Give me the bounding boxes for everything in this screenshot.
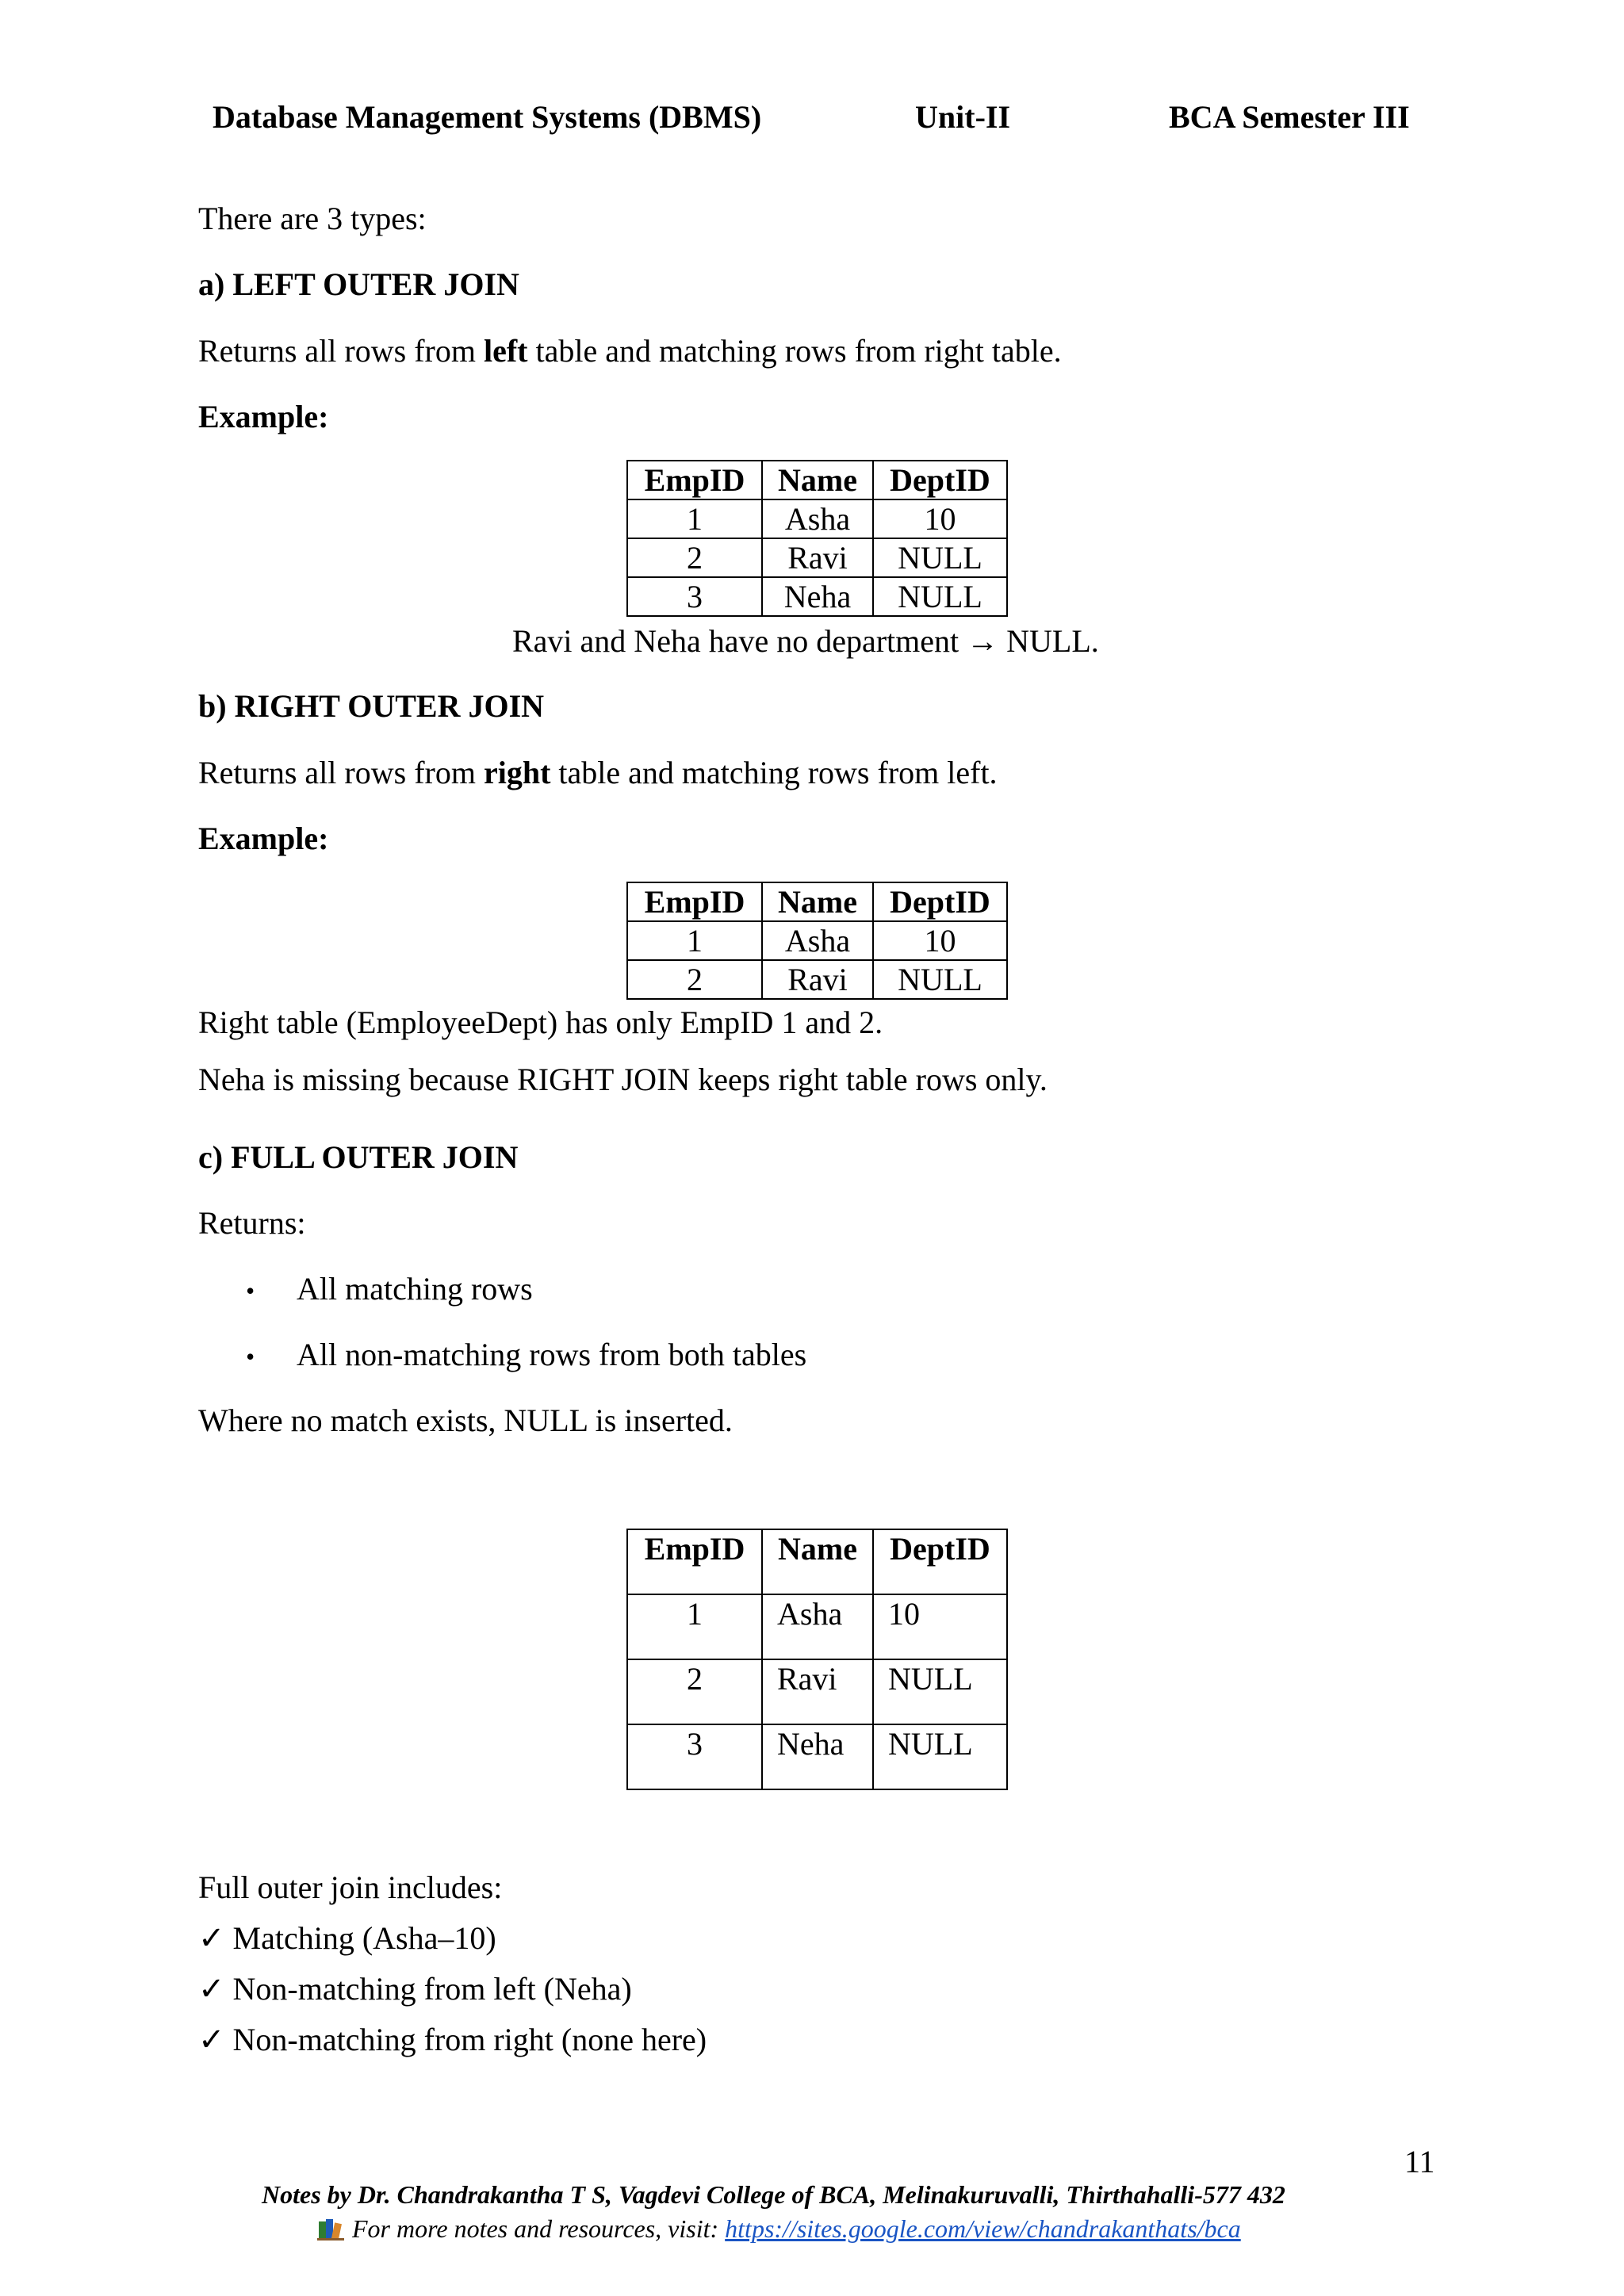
footer-link[interactable]: https://sites.google.com/view/chandrakanthats/bca — [725, 2214, 1241, 2243]
table-header-cell: DeptID — [873, 461, 1007, 499]
bullet-glyph: • — [246, 1342, 255, 1371]
right-join-desc-pre: Returns all rows from — [198, 755, 484, 790]
right-join-heading: b) RIGHT OUTER JOIN — [198, 688, 545, 724]
table-row — [627, 1724, 1007, 1789]
table-cell: 3 — [627, 1724, 762, 1789]
left-join-table — [626, 460, 1008, 617]
table-row — [627, 538, 1007, 577]
table-row — [627, 960, 1007, 999]
full-join-null-note: Where no match exists, NULL is inserted. — [198, 1402, 733, 1438]
table-cell: Asha — [762, 499, 873, 538]
table-cell: 2 — [627, 1659, 762, 1724]
table-header-cell: Name — [762, 1529, 873, 1594]
table-row — [627, 1659, 1007, 1724]
table-cell: Ravi — [762, 960, 873, 999]
table-header-cell: Name — [762, 461, 873, 499]
table-cell: NULL — [873, 1724, 1007, 1789]
bullet-glyph: • — [246, 1276, 255, 1305]
table-header-cell: DeptID — [873, 882, 1007, 921]
full-join-includes-label: Full outer join includes: — [198, 1869, 503, 1905]
table-header-cell: EmpID — [627, 882, 762, 921]
right-join-desc-bold: right — [483, 755, 551, 790]
right-join-description — [198, 757, 998, 789]
right-join-example-label: Example: — [198, 821, 329, 856]
full-join-bullet-2: All non-matching rows from both tables — [297, 1337, 807, 1372]
table-header-cell: DeptID — [873, 1529, 1007, 1594]
check-item-left: ✓ Non-matching from left (Neha) — [198, 1971, 632, 2007]
books-icon — [317, 2217, 344, 2241]
footer-more — [317, 2216, 1241, 2241]
table-header-cell: EmpID — [627, 461, 762, 499]
intro-text: There are 3 types: — [198, 201, 427, 236]
right-join-note-1: Right table (EmployeeDept) has only EmpID 1 and 2. — [198, 1004, 883, 1040]
table-row — [627, 499, 1007, 538]
table-cell: 1 — [627, 499, 762, 538]
table-cell: Neha — [762, 1724, 873, 1789]
check-item-matching: ✓ Matching (Asha–10) — [198, 1920, 496, 1956]
full-join-returns-label: Returns: — [198, 1205, 306, 1241]
table-cell: NULL — [873, 577, 1007, 616]
table-row — [627, 921, 1007, 960]
right-join-table — [626, 882, 1008, 1000]
header-course-title: Database Management Systems (DBMS) — [213, 99, 762, 135]
left-join-caption: Ravi and Neha have no department → NULL. — [512, 623, 1099, 659]
full-join-bullet-1: All matching rows — [297, 1271, 533, 1307]
table-cell: NULL — [873, 960, 1007, 999]
table-row — [627, 577, 1007, 616]
footer-credit: Notes by Dr. Chandrakantha T S, Vagdevi College of BCA, Melinakuruvalli, Thirthahalli-577 432 — [262, 2180, 1285, 2209]
right-join-note-2: Neha is missing because RIGHT JOIN keeps right table rows only. — [198, 1062, 1048, 1097]
full-join-table — [626, 1529, 1008, 1790]
table-cell: 1 — [627, 1594, 762, 1659]
table-cell: NULL — [873, 1659, 1007, 1724]
table-cell: Ravi — [762, 538, 873, 577]
table-cell: Neha — [762, 577, 873, 616]
table-cell: 1 — [627, 921, 762, 960]
table-cell: 10 — [873, 499, 1007, 538]
left-join-desc-pre: Returns all rows from — [198, 333, 484, 369]
table-cell: Asha — [762, 921, 873, 960]
bullet-icon — [246, 1339, 255, 1371]
table-cell: Asha — [762, 1594, 873, 1659]
left-join-example-label: Example: — [198, 399, 329, 434]
full-join-heading: c) FULL OUTER JOIN — [198, 1139, 519, 1175]
table-header-row — [627, 461, 1007, 499]
table-cell: 2 — [627, 538, 762, 577]
table-cell: NULL — [873, 538, 1007, 577]
left-join-heading: a) LEFT OUTER JOIN — [198, 266, 519, 302]
table-header-cell: EmpID — [627, 1529, 762, 1594]
table-row — [627, 1594, 1007, 1659]
table-cell: 3 — [627, 577, 762, 616]
left-join-desc-bold: left — [483, 333, 528, 369]
footer-more-text: For more notes and resources, visit: — [352, 2214, 726, 2243]
left-join-desc-post: table and matching rows from right table. — [527, 333, 1062, 369]
bullet-icon — [246, 1273, 255, 1305]
table-cell: 2 — [627, 960, 762, 999]
table-header-row — [627, 1529, 1007, 1594]
table-header-row — [627, 882, 1007, 921]
right-join-desc-post: table and matching rows from left. — [550, 755, 998, 790]
table-header-cell: Name — [762, 882, 873, 921]
page-number: 11 — [1404, 2144, 1435, 2179]
table-cell: 10 — [873, 1594, 1007, 1659]
table-cell: Ravi — [762, 1659, 873, 1724]
header-semester: BCA Semester III — [1169, 99, 1410, 135]
left-join-description — [198, 335, 1062, 367]
header-unit: Unit-II — [915, 99, 1011, 135]
table-cell: 10 — [873, 921, 1007, 960]
check-item-right: ✓ Non-matching from right (none here) — [198, 2022, 707, 2057]
